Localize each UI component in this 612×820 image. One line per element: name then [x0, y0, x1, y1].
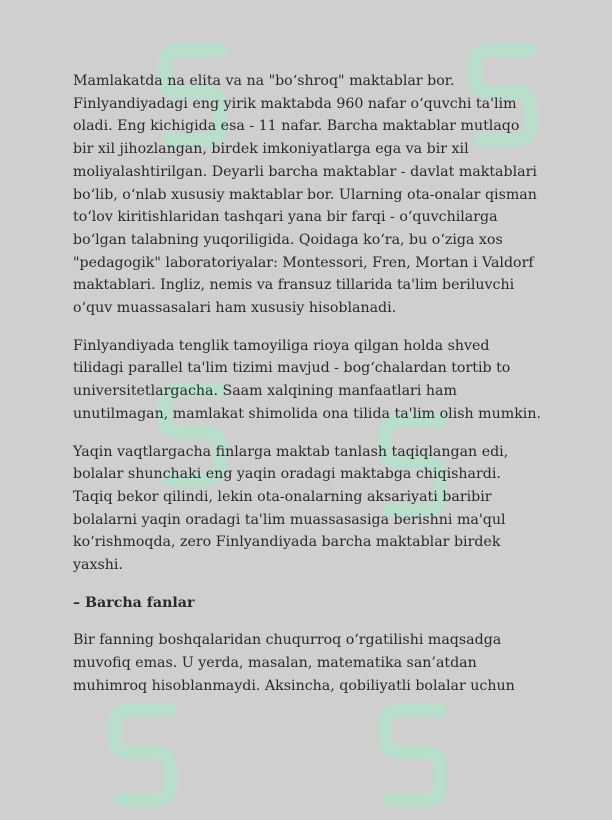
paragraph: Bir fanning boshqalaridan chuqurroq o‘rgatilishi maqsadga muvofiq emas. U yerda, masalan, matematika san’atdan muhimroq hisoblanmaydi. Aksincha, qobiliyatli bolalar uchun [73, 632, 515, 694]
paragraph: Mamlakatda na elita va na "bo‘shroq" maktablar bor. Finlyandiyadagi eng yirik maktabda 960 nafar o‘quvchi ta'lim oladi. Eng kichigida esa - 11 nafar. Barcha maktablar mutlaqo bir xil jihozlangan, birdek imkoniyatlarga ega va bir xil moliyalashtirilgan. Deyarli barcha maktablar - davlat maktablari bo‘lib, o‘nlab xususiy maktablar bor. Ularning ota-onalar qisman to‘lov kiritishlaridan tashqari yana bir farqi - o‘quvchilarga bo‘lgan talabning yuqoriligida. Qoidaga ko‘ra, bu o‘ziga xos "pedagogik" laboratoriyalar: Montessori, Fren, Mortan i Valdorf maktablari. Ingliz, nemis va fransuz tillarida ta'lim beriluvchi o‘quv muassasalari ham xususiy hisoblanadi. [73, 73, 537, 317]
paragraph: Yaqin vaqtlargacha finlarga maktab tanlash taqiqlangan edi, bolalar shunchaki eng yaqin oradagi maktabga chiqishardi. Taqiq bekor qilindi, lekin ota-onalarning aksariyati baribir bolalarni yaqin oradagi ta'lim muassasasiga berishni ma'qul ko‘rishmoqda, zero Finlyandiyada barcha maktablar birdek yaxshi. [73, 443, 509, 574]
document-body [73, 70, 543, 713]
paragraph: Finlyandiyada tenglik tamoyiliga rioya qilgan holda shved tilidagi parallel ta'lim tizimi mavjud - bog‘chalardan tortib to universitetlargacha. Saam xalqining manfaatlari ham unutilmagan, mamlakat shimolida ona tilida ta'lim olish mumkin. [73, 337, 541, 422]
section-heading: – Barcha fanlar [73, 594, 195, 611]
